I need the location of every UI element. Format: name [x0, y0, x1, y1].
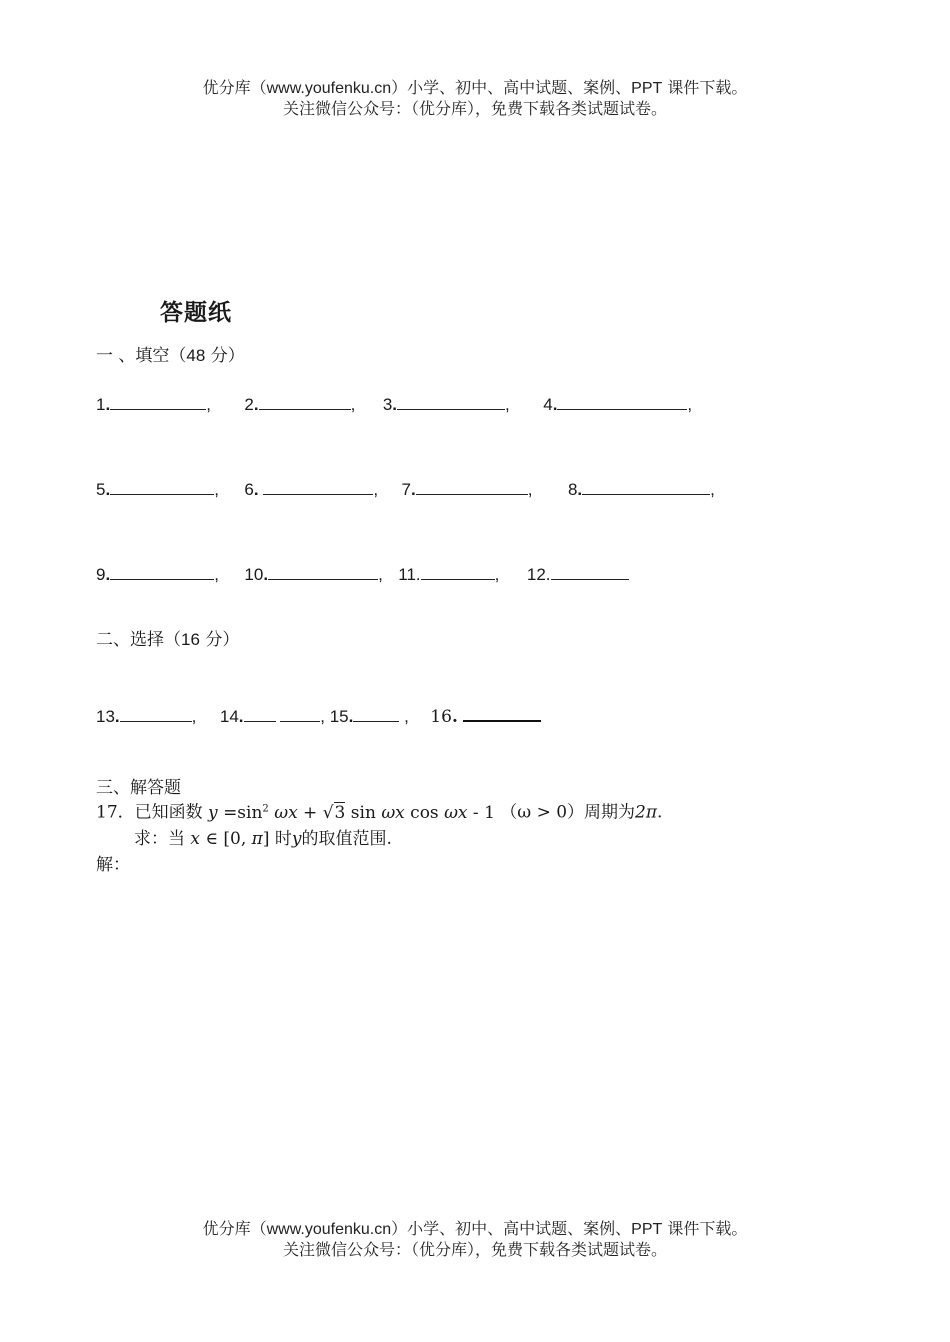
answer-blank[interactable]	[397, 393, 505, 410]
answer-blank[interactable]	[268, 563, 378, 580]
page-footer-line1: 优分库（www.youfenku.cn）小学、初中、高中试题、案例、PPT 课件下载。	[202, 1219, 748, 1238]
blank-item: 2. ,	[244, 395, 356, 414]
page-footer-line2: 关注微信公众号：（优分库），免费下载各类试题试卷。	[282, 1240, 667, 1259]
section-choice: 二、选择（16 分）	[96, 630, 240, 650]
answer-blank[interactable]	[463, 704, 541, 722]
fill-row-2	[96, 478, 715, 500]
blank-item: 9. ,	[96, 565, 219, 584]
header-url[interactable]: www.youfenku.cn	[266, 80, 392, 97]
domain-formula: x ∈ [0, π]	[190, 828, 270, 849]
blank-item: 14. ,	[219, 707, 325, 726]
blank-item: 3. ,	[382, 395, 510, 414]
answer-blank[interactable]	[120, 705, 192, 722]
answer-blank[interactable]	[110, 393, 206, 410]
function-formula: $y =\sin^2$ ωx + √3 sin ωx cos ωx - 1	[208, 802, 495, 823]
blank-item: 5. ,	[96, 480, 219, 499]
page-title: 答题纸	[160, 300, 232, 326]
blank-item: 16.	[430, 704, 541, 727]
answer-blank[interactable]	[551, 563, 629, 580]
answer-blank[interactable]	[244, 705, 276, 722]
choice-row	[96, 704, 541, 727]
answer-blank[interactable]	[421, 563, 495, 580]
blank-item: 7. ,	[401, 480, 533, 499]
question-17-ask: 求：当 x ∈ [0, π] 时y的取值范围.	[134, 828, 392, 849]
answer-blank[interactable]	[280, 705, 320, 722]
blank-item: 10. ,	[244, 565, 383, 584]
blank-item: 4. ,	[543, 395, 693, 414]
question-17	[96, 796, 662, 878]
blank-item: 6. ,	[244, 480, 379, 499]
blank-item: 11. ,	[398, 565, 500, 584]
footer-url[interactable]: www.youfenku.cn	[266, 1221, 392, 1238]
question-17-statement: 17．已知函数 $y =\sin^2$ ωx + √3 sin ωx cos ωx - 1 （ω > 0）周期为2π.	[96, 802, 663, 823]
fill-row-1	[96, 393, 692, 415]
fill-row-3	[96, 563, 629, 585]
blank-item: 13. ,	[96, 707, 197, 726]
answer-blank[interactable]	[263, 478, 373, 495]
answer-blank[interactable]	[353, 705, 399, 722]
page-header-line2: 关注微信公众号：（优分库），免费下载各类试题试卷。	[282, 99, 667, 118]
blank-item: 12.	[527, 563, 629, 585]
section-solution: 三、解答题	[96, 778, 181, 798]
blank-item: 15. ,	[329, 707, 409, 726]
answer-blank[interactable]	[259, 393, 351, 410]
answer-label: 解：	[96, 854, 130, 875]
blank-item: 8. ,	[567, 480, 715, 499]
section-fill-in: 一 、填空（48 分）	[96, 346, 245, 366]
answer-blank[interactable]	[110, 478, 214, 495]
answer-blank[interactable]	[582, 478, 710, 495]
page-header-line1: 优分库（www.youfenku.cn）小学、初中、高中试题、案例、PPT 课件下载。	[202, 78, 748, 97]
answer-blank[interactable]	[557, 393, 687, 410]
answer-blank[interactable]	[110, 563, 214, 580]
blank-item: 1. ,	[96, 395, 211, 414]
answer-blank[interactable]	[416, 478, 528, 495]
